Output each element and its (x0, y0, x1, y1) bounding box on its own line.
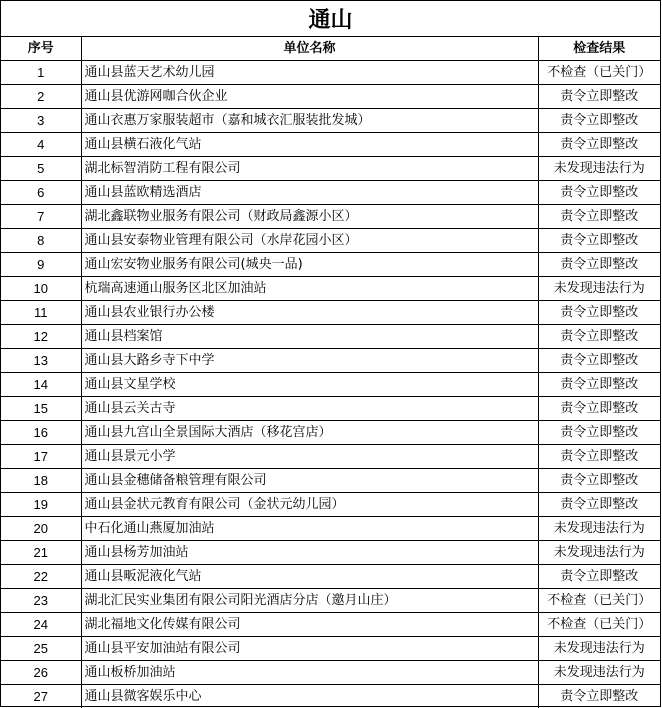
inspection-result: 责令立即整改 (560, 689, 639, 704)
unit-name: 通山县档案馆 (81, 325, 538, 349)
unit-name: 通山县大路乡寺下中学 (81, 349, 538, 373)
row-number: 3 (1, 109, 81, 133)
table-row (1, 157, 660, 181)
unit-name: 湖北福地文化传媒有限公司 (81, 613, 538, 637)
header-result: 检查结果 (538, 37, 660, 61)
unit-name: 通山衣惠万家服装超市（嘉和城衣汇服装批发城） (81, 109, 538, 133)
table-row (1, 493, 660, 517)
inspection-result: 责令立即整改 (538, 229, 660, 253)
inspection-result: 责令立即整改 (538, 325, 660, 349)
unit-name: 通山县蓝欧精选酒店 (81, 181, 538, 205)
row-number: 9 (1, 253, 81, 277)
unit-name: 湖北鑫联物业服务有限公司（财政局鑫源小区） (81, 205, 538, 229)
table-body (1, 61, 660, 708)
table-row (1, 613, 660, 637)
unit-name: 通山县九宫山全景国际大酒店（移花宫店） (81, 421, 538, 445)
table-row (1, 589, 660, 613)
row-number: 24 (1, 613, 81, 637)
table-row (1, 301, 660, 325)
table-row (1, 517, 660, 541)
row-number: 20 (1, 517, 81, 541)
inspection-result: 责令立即整改 (538, 565, 660, 589)
table-row (1, 397, 660, 421)
inspection-result: 责令立即整改 (538, 373, 660, 397)
sheet-title: 通山 (1, 1, 660, 37)
unit-name: 通山县金状元教育有限公司（金状元幼儿园） (81, 493, 538, 517)
row-number: 25 (1, 637, 81, 661)
table-row (1, 133, 660, 157)
unit-name: 通山板桥加油站 (81, 661, 538, 685)
table-row (1, 253, 660, 277)
table-row (1, 541, 660, 565)
inspection-result: 责令立即整改 (538, 493, 660, 517)
table-row (1, 349, 660, 373)
table-row (1, 685, 660, 708)
header-row (1, 37, 660, 61)
table-row (1, 109, 660, 133)
table-row (1, 325, 660, 349)
row-number: 1 (1, 61, 81, 85)
unit-name: 通山县畈泥液化气站 (81, 565, 538, 589)
inspection-result: 责令立即整改 (538, 133, 660, 157)
row-number: 22 (1, 565, 81, 589)
table-row (1, 229, 660, 253)
row-number: 8 (1, 229, 81, 253)
row-number: 6 (1, 181, 81, 205)
unit-name: 通山县微客娱乐中心 (81, 685, 538, 708)
row-number: 13 (1, 349, 81, 373)
table-row (1, 85, 660, 109)
row-number: 15 (1, 397, 81, 421)
unit-name: 中石化通山燕厦加油站 (81, 517, 538, 541)
table-row (1, 469, 660, 493)
row-number: 26 (1, 661, 81, 685)
row-number: 14 (1, 373, 81, 397)
table-row (1, 277, 660, 301)
unit-name: 通山县金穗储备粮管理有限公司 (81, 469, 538, 493)
row-number: 27 (1, 685, 81, 708)
table-row (1, 565, 660, 589)
inspection-result: 未发现违法行为 (538, 157, 660, 181)
inspection-result: 不检查（已关门） (538, 589, 660, 613)
table-row (1, 637, 660, 661)
row-number: 17 (1, 445, 81, 469)
unit-name: 通山县平安加油站有限公司 (81, 637, 538, 661)
table-row (1, 445, 660, 469)
inspection-result: 责令立即整改 (538, 85, 660, 109)
row-number: 12 (1, 325, 81, 349)
row-number: 2 (1, 85, 81, 109)
inspection-result: 责令立即整改 (538, 421, 660, 445)
row-number: 23 (1, 589, 81, 613)
table-row (1, 661, 660, 685)
inspection-result: 未发现违法行为 (538, 541, 660, 565)
unit-name: 杭瑞高速通山服务区北区加油站 (81, 277, 538, 301)
row-number: 10 (1, 277, 81, 301)
inspection-result: 未发现违法行为 (538, 277, 660, 301)
header-name: 单位名称 (81, 37, 538, 61)
table-row (1, 373, 660, 397)
unit-name: 通山县安泰物业管理有限公司（水岸花园小区） (81, 229, 538, 253)
inspection-result: 未发现违法行为 (538, 517, 660, 541)
table-row (1, 61, 660, 85)
row-number: 4 (1, 133, 81, 157)
unit-name: 通山县优游网咖合伙企业 (81, 85, 538, 109)
unit-name: 通山县横石液化气站 (81, 133, 538, 157)
unit-name: 通山县蓝天艺术幼儿园 (81, 61, 538, 85)
unit-name: 通山县景元小学 (81, 445, 538, 469)
inspection-result: 责令立即整改 (538, 205, 660, 229)
unit-name: 通山县杨芳加油站 (81, 541, 538, 565)
row-number: 18 (1, 469, 81, 493)
table-row (1, 205, 660, 229)
row-number: 5 (1, 157, 81, 181)
unit-name: 湖北汇民实业集团有限公司阳光酒店分店（邀月山庄） (81, 589, 538, 613)
unit-name: 湖北标智消防工程有限公司 (81, 157, 538, 181)
inspection-result: 责令立即整改 (538, 445, 660, 469)
inspection-result: 责令立即整改 (538, 349, 660, 373)
unit-name: 通山县文星学校 (81, 373, 538, 397)
row-number: 19 (1, 493, 81, 517)
inspection-result: 责令立即整改 (538, 109, 660, 133)
inspection-table (1, 37, 660, 708)
table-row (1, 421, 660, 445)
inspection-result: 未发现违法行为 (538, 661, 660, 685)
inspection-result: 责令立即整改 (538, 469, 660, 493)
inspection-result: 责令立即整改 (538, 397, 660, 421)
inspection-result: 责令立即整改 (538, 301, 660, 325)
inspection-result: 未发现违法行为 (538, 637, 660, 661)
row-number: 16 (1, 421, 81, 445)
row-number: 21 (1, 541, 81, 565)
table-row (1, 181, 660, 205)
row-number: 11 (1, 301, 81, 325)
inspection-result: 不检查（已关门） (538, 61, 660, 85)
header-no: 序号 (1, 37, 81, 61)
inspection-result: 不检查（已关门） (538, 613, 660, 637)
unit-name: 通山宏安物业服务有限公司(城央一品) (81, 253, 538, 277)
inspection-result: 责令立即整改 (538, 181, 660, 205)
row-number: 7 (1, 205, 81, 229)
unit-name: 通山县云关古寺 (81, 397, 538, 421)
inspection-result: 责令立即整改 (538, 253, 660, 277)
unit-name: 通山县农业银行办公楼 (81, 301, 538, 325)
